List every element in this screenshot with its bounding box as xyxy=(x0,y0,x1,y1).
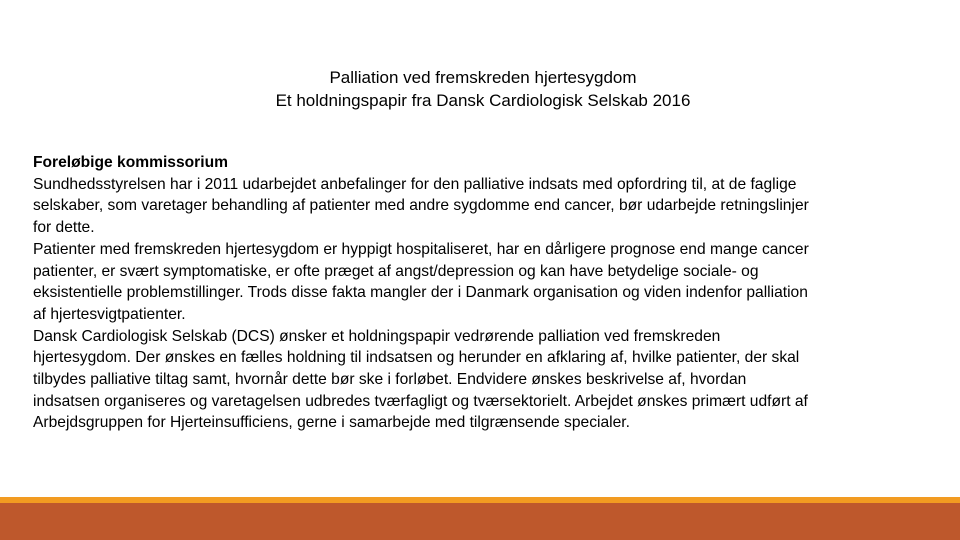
body-line: tilbydes palliative tiltag samt, hvornår dette bør ske i forløbet. Endvidere ønskes beskrivelse af, hvordan xyxy=(33,371,747,389)
title-line-1: Palliation ved fremskreden hjertesygdom xyxy=(329,68,637,87)
body-line: selskaber, som varetager behandling af patienter med andre sygdomme end cancer, bør udarbejde retningslinjer xyxy=(33,197,809,215)
body-line: indsatsen organiseres og varetagelsen udbredes tværfagligt og tværsektorielt. Arbejdet ønskes primært udført af xyxy=(33,392,808,410)
footer-bar xyxy=(0,503,960,540)
body-line: Dansk Cardiologisk Selskab (DCS) ønsker et holdningspapir vedrørende palliation ved fremskreden xyxy=(33,327,721,345)
body-line: af hjertesvigtpatienter. xyxy=(33,305,186,323)
slide-title xyxy=(0,66,960,112)
body-line: eksistentielle problemstillinger. Trods disse fakta mangler der i Danmark organisation og viden indenfor palliation xyxy=(33,284,808,302)
body-line: Sundhedsstyrelsen har i 2011 udarbejdet anbefalinger for den palliative indsats med opfordring til, at de faglige xyxy=(33,175,797,193)
body-line: Patienter med fremskreden hjertesygdom er hyppigt hospitaliseret, har en dårligere prognose end mange cancer xyxy=(33,240,809,258)
body-text xyxy=(33,152,938,434)
body-line: for dette. xyxy=(33,219,95,237)
body-line: Arbejdsgruppen for Hjerteinsufficiens, gerne i samarbejde med tilgrænsende specialer. xyxy=(33,414,630,432)
section-heading: Foreløbige kommissorium xyxy=(33,154,228,171)
title-line-2: Et holdningspapir fra Dansk Cardiologisk Selskab 2016 xyxy=(275,91,691,110)
body-line: hjertesygdom. Der ønskes en fælles holdning til indsatsen og herunder en afklaring af, hvilke patienter, der skal xyxy=(33,349,800,367)
body-line: patienter, er svært symptomatiske, er ofte præget af angst/depression og kan have betydelige sociale- og xyxy=(33,262,759,280)
